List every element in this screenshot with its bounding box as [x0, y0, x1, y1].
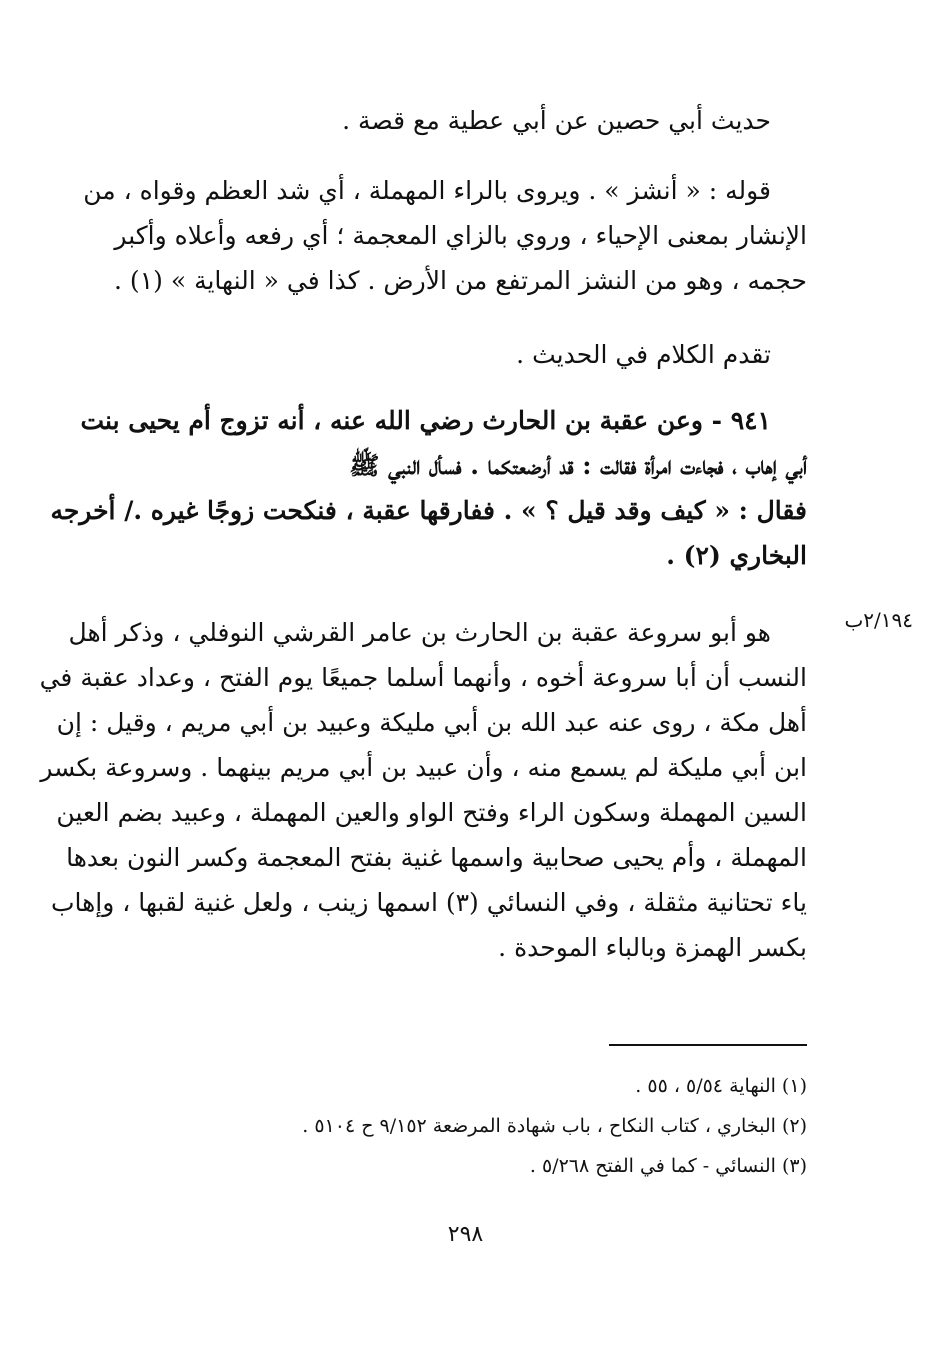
text-line: أهل مكة ، روى عنه عبد الله بن أبي مليكة وعبيد بن أبي مريم ، وقيل : إن [56, 708, 807, 737]
text-line: قوله : « أنشز » . ويروى بالراء المهملة ، أي شد العظم وقواه ، من [83, 176, 771, 205]
footnote: (١) النهاية ٥/٥٤ ، ٥٥ . [635, 1075, 807, 1097]
text-line: ٩٤١ - وعن عقبة بن الحارث رضي الله عنه ، أنه تزوج أم يحيى بنت [80, 406, 771, 435]
text-line: ابن أبي مليكة لم يسمع منه ، وأن عبيد بن أبي مريم بينهما . وسروعة بكسر [40, 753, 807, 782]
text-line: تقدم الكلام في الحديث . [516, 340, 771, 369]
text-line: البخاري (٢) . [666, 541, 807, 570]
paragraph-note [125, 332, 807, 377]
text-line: السين المهملة وسكون الراء وفتح الواو والعين المهملة ، وعبيد بضم العين [56, 798, 807, 827]
text-line: فقال : « كيف وقد قيل ؟ » . ففارقها عقبة ، فنكحت زوجًا غيره ./ أخرجه [50, 496, 807, 525]
text-line: حديث أبي حصين عن أبي عطية مع قصة . [342, 106, 771, 135]
text-line: أبي إهاب ، فجاءت امرأة فقالت : قد أرضعتكما . فسأل النبي ﷺ [349, 451, 807, 480]
text-line: النسب أن أبا سروعة أخوه ، وأنهما أسلما جميعًا يوم الفتح ، وعداد عقبة في [39, 663, 807, 692]
paragraph-commentary [39, 610, 807, 970]
text-line: هو أبو سروعة عقبة بن الحارث بن عامر القرشي النوفلي ، وذكر أهل [68, 618, 771, 647]
footnote: (٣) النسائي - كما في الفتح ٥/٢٦٨ . [529, 1155, 807, 1177]
footnote-divider [609, 1044, 807, 1046]
paragraph-unshiz-commentary [83, 168, 807, 303]
paragraph-intro [125, 98, 807, 143]
text-line: ياء تحتانية مثقلة ، وفي النسائي (٣) اسمها زينب ، ولعل غنية لقبها ، وإهاب [50, 888, 807, 917]
manuscript-folio-marker: ٢/١٩٤ب [844, 608, 913, 632]
page-number: ٢٩٨ [447, 1222, 484, 1247]
footnote: (٢) البخاري ، كتاب النكاح ، باب شهادة المرضعة ٩/١٥٢ ح ٥١٠٤ . [302, 1115, 807, 1137]
text-line: الإنشار بمعنى الإحياء ، وروي بالزاي المعجمة ؛ أي رفعه وأعلاه وأكبر [114, 221, 807, 250]
text-line: بكسر الهمزة وبالباء الموحدة . [498, 933, 807, 962]
hadith-941 [50, 398, 807, 578]
footnotes [125, 1066, 807, 1186]
text-line: حجمه ، وهو من النشز المرتفع من الأرض . كذا في « النهاية » (١) . [114, 266, 807, 295]
text-line: المهملة ، وأم يحيى صحابية واسمها غنية بفتح المعجمة وكسر النون بعدها [66, 843, 807, 872]
